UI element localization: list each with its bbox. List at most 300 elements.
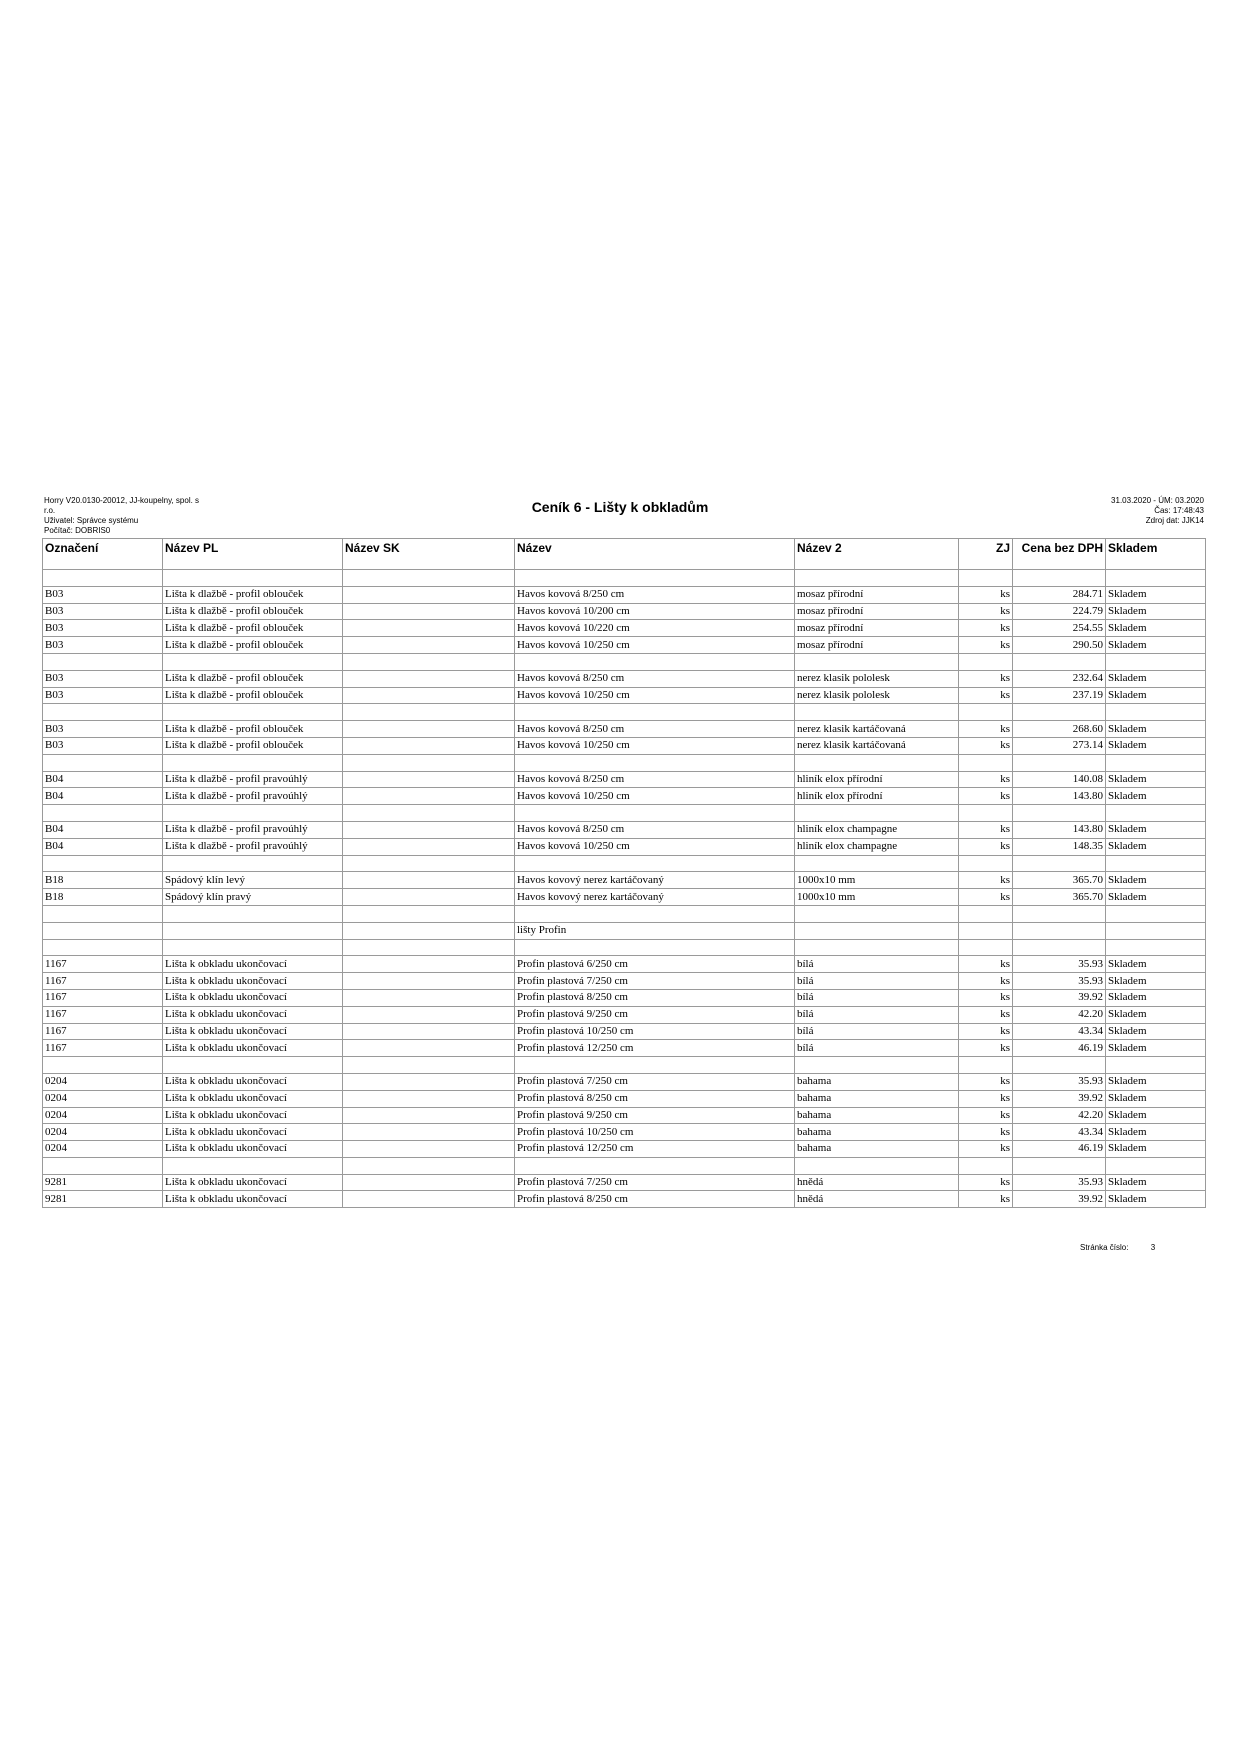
- cell-zj: ks: [959, 872, 1013, 889]
- cell-nazev-2: [795, 653, 959, 670]
- cell-nazev: Profin plastová 6/250 cm: [515, 956, 795, 973]
- cell-nazev-sk: [343, 1191, 515, 1208]
- cell-nazev-2: [795, 570, 959, 587]
- cell-cena: 46.19: [1013, 1040, 1106, 1057]
- table-spacer-row: [43, 1057, 1206, 1074]
- table-header-row: [43, 539, 1206, 570]
- cell-nazev-sk: [343, 1124, 515, 1141]
- cell-nazev-pl: Lišta k obkladu ukončovací: [163, 956, 343, 973]
- cell-nazev-sk: [343, 989, 515, 1006]
- cell-zj: ks: [959, 1174, 1013, 1191]
- cell-zj: ks: [959, 771, 1013, 788]
- cell-nazev-sk: [343, 737, 515, 754]
- cell-nazev: Havos kovová 10/250 cm: [515, 788, 795, 805]
- cell-skladem: Skladem: [1106, 872, 1206, 889]
- cell-nazev-sk: [343, 905, 515, 922]
- cell-nazev: Profin plastová 8/250 cm: [515, 989, 795, 1006]
- cell-cena: [1013, 855, 1106, 872]
- table-spacer-row: [43, 905, 1206, 922]
- cell-oznaceni: B04: [43, 771, 163, 788]
- cell-skladem: [1106, 805, 1206, 822]
- cell-zj: [959, 1157, 1013, 1174]
- cell-nazev: [515, 704, 795, 721]
- cell-cena: [1013, 1157, 1106, 1174]
- cell-nazev-2: hnědá: [795, 1191, 959, 1208]
- cell-skladem: Skladem: [1106, 1023, 1206, 1040]
- cell-zj: ks: [959, 637, 1013, 654]
- cell-nazev-2: [795, 805, 959, 822]
- cell-nazev-sk: [343, 821, 515, 838]
- cell-oznaceni: B03: [43, 586, 163, 603]
- cell-skladem: Skladem: [1106, 687, 1206, 704]
- cell-nazev: Profin plastová 8/250 cm: [515, 1090, 795, 1107]
- cell-nazev-2: bílá: [795, 1006, 959, 1023]
- cell-zj: ks: [959, 973, 1013, 990]
- cell-nazev-sk: [343, 670, 515, 687]
- cell-nazev-2: bahama: [795, 1073, 959, 1090]
- cell-oznaceni: [43, 905, 163, 922]
- cell-oznaceni: 1167: [43, 1023, 163, 1040]
- cell-nazev-sk: [343, 956, 515, 973]
- cell-nazev-2: hliník elox přírodní: [795, 788, 959, 805]
- cell-nazev-pl: [163, 570, 343, 587]
- table-spacer-row: [43, 653, 1206, 670]
- cell-cena: 284.71: [1013, 586, 1106, 603]
- cell-nazev-2: [795, 905, 959, 922]
- cell-nazev-pl: [163, 939, 343, 956]
- cell-cena: 35.93: [1013, 1073, 1106, 1090]
- table-row: [43, 1040, 1206, 1057]
- cell-nazev: Profin plastová 7/250 cm: [515, 1174, 795, 1191]
- cell-nazev: Profin plastová 8/250 cm: [515, 1191, 795, 1208]
- table-row: [43, 1090, 1206, 1107]
- cell-cena: 42.20: [1013, 1006, 1106, 1023]
- cell-oznaceni: 1167: [43, 1006, 163, 1023]
- cell-cena: 39.92: [1013, 989, 1106, 1006]
- cell-nazev-sk: [343, 889, 515, 906]
- cell-oznaceni: [43, 754, 163, 771]
- header-left-line: Uživatel: Správce systému: [44, 516, 139, 525]
- column-header-oznaceni: Označení: [43, 539, 163, 570]
- cell-nazev-2: [795, 1057, 959, 1074]
- cell-nazev: [515, 939, 795, 956]
- cell-nazev-pl: Lišta k obkladu ukončovací: [163, 1006, 343, 1023]
- cell-nazev-2: hnědá: [795, 1174, 959, 1191]
- column-header-cena: Cena bez DPH: [1013, 539, 1106, 570]
- cell-zj: [959, 939, 1013, 956]
- cell-oznaceni: 0204: [43, 1090, 163, 1107]
- cell-nazev-2: bílá: [795, 973, 959, 990]
- cell-nazev-sk: [343, 1023, 515, 1040]
- cell-skladem: Skladem: [1106, 838, 1206, 855]
- cell-nazev: [515, 905, 795, 922]
- cell-nazev: Profin plastová 12/250 cm: [515, 1141, 795, 1158]
- cell-nazev-sk: [343, 1157, 515, 1174]
- cell-nazev-2: nerez klasik pololesk: [795, 687, 959, 704]
- cell-nazev-sk: [343, 570, 515, 587]
- cell-oznaceni: 1167: [43, 1040, 163, 1057]
- cell-oznaceni: B04: [43, 821, 163, 838]
- report-title: Ceník 6 - Lišty k obkladům: [531, 499, 709, 515]
- cell-skladem: [1106, 939, 1206, 956]
- report-header-left: [44, 496, 199, 536]
- cell-zj: [959, 653, 1013, 670]
- cell-cena: 43.34: [1013, 1023, 1106, 1040]
- cell-nazev-pl: Lišta k obkladu ukončovací: [163, 973, 343, 990]
- cell-oznaceni: B03: [43, 687, 163, 704]
- cell-oznaceni: 0204: [43, 1124, 163, 1141]
- cell-nazev-2: [795, 1157, 959, 1174]
- cell-skladem: Skladem: [1106, 586, 1206, 603]
- cell-nazev-sk: [343, 704, 515, 721]
- cell-nazev-sk: [343, 1057, 515, 1074]
- cell-nazev: Havos kovová 10/250 cm: [515, 637, 795, 654]
- header-right-line: Zdroj dat: JJK14: [1145, 516, 1204, 525]
- cell-nazev-sk: [343, 1073, 515, 1090]
- cell-nazev-pl: Spádový klín levý: [163, 872, 343, 889]
- cell-nazev-pl: Lišta k dlažbě - profil oblouček: [163, 603, 343, 620]
- cell-nazev-pl: [163, 905, 343, 922]
- cell-nazev: Profin plastová 9/250 cm: [515, 1107, 795, 1124]
- cell-nazev-sk: [343, 586, 515, 603]
- table-row: [43, 586, 1206, 603]
- cell-nazev: Profin plastová 9/250 cm: [515, 1006, 795, 1023]
- cell-zj: ks: [959, 721, 1013, 738]
- cell-cena: 35.93: [1013, 1174, 1106, 1191]
- cell-cena: [1013, 922, 1106, 939]
- table-row: [43, 838, 1206, 855]
- cell-nazev-sk: [343, 973, 515, 990]
- table-row: [43, 1191, 1206, 1208]
- cell-nazev-pl: Lišta k obkladu ukončovací: [163, 1191, 343, 1208]
- cell-zj: ks: [959, 1040, 1013, 1057]
- cell-nazev-2: bahama: [795, 1090, 959, 1107]
- cell-nazev-sk: [343, 1174, 515, 1191]
- cell-nazev-sk: [343, 922, 515, 939]
- cell-skladem: [1106, 905, 1206, 922]
- cell-cena: [1013, 570, 1106, 587]
- cell-skladem: Skladem: [1106, 620, 1206, 637]
- cell-nazev-pl: [163, 754, 343, 771]
- cell-nazev: [515, 653, 795, 670]
- cell-zj: [959, 922, 1013, 939]
- cell-cena: 42.20: [1013, 1107, 1106, 1124]
- header-left-line: r.o.: [44, 506, 56, 515]
- cell-zj: ks: [959, 821, 1013, 838]
- header-left-line: Počítač: DOBRIS0: [44, 526, 111, 535]
- cell-nazev-2: nerez klasik kartáčovaná: [795, 737, 959, 754]
- cell-oznaceni: [43, 570, 163, 587]
- cell-zj: ks: [959, 737, 1013, 754]
- cell-skladem: Skladem: [1106, 788, 1206, 805]
- cell-nazev: [515, 1057, 795, 1074]
- cell-nazev-2: mosaz přírodní: [795, 637, 959, 654]
- table-row: [43, 721, 1206, 738]
- cell-nazev-2: bahama: [795, 1124, 959, 1141]
- cell-oznaceni: B03: [43, 670, 163, 687]
- header-left-line: Horry V20.0130-20012, JJ-koupelny, spol. s: [44, 496, 200, 505]
- cell-nazev-2: bílá: [795, 1040, 959, 1057]
- cell-nazev-2: mosaz přírodní: [795, 586, 959, 603]
- cell-oznaceni: 1167: [43, 956, 163, 973]
- cell-zj: ks: [959, 989, 1013, 1006]
- cell-oznaceni: [43, 855, 163, 872]
- cell-cena: 39.92: [1013, 1191, 1106, 1208]
- cell-cena: [1013, 653, 1106, 670]
- cell-cena: [1013, 805, 1106, 822]
- column-header-nazev-2: Název 2: [795, 539, 959, 570]
- cell-cena: 232.64: [1013, 670, 1106, 687]
- table-row: [43, 687, 1206, 704]
- cell-nazev: [515, 570, 795, 587]
- table-spacer-row: [43, 939, 1206, 956]
- table-row: [43, 1107, 1206, 1124]
- cell-skladem: Skladem: [1106, 1124, 1206, 1141]
- cell-nazev: Profin plastová 7/250 cm: [515, 1073, 795, 1090]
- cell-nazev-pl: [163, 922, 343, 939]
- cell-nazev: Havos kovová 8/250 cm: [515, 721, 795, 738]
- table-row: [43, 1124, 1206, 1141]
- cell-nazev-2: 1000x10 mm: [795, 872, 959, 889]
- cell-oznaceni: 1167: [43, 973, 163, 990]
- table-spacer-row: [43, 805, 1206, 822]
- cell-zj: ks: [959, 1124, 1013, 1141]
- cell-nazev-pl: Lišta k dlažbě - profil oblouček: [163, 737, 343, 754]
- cell-cena: 35.93: [1013, 973, 1106, 990]
- cell-skladem: Skladem: [1106, 1107, 1206, 1124]
- cell-oznaceni: B04: [43, 788, 163, 805]
- cell-nazev-sk: [343, 805, 515, 822]
- column-header-zj: ZJ: [959, 539, 1013, 570]
- cell-nazev: Havos kovová 10/250 cm: [515, 687, 795, 704]
- table-row: [43, 1174, 1206, 1191]
- table-row: [43, 620, 1206, 637]
- cell-zj: ks: [959, 586, 1013, 603]
- cell-oznaceni: B04: [43, 838, 163, 855]
- table-row: [43, 1006, 1206, 1023]
- cell-skladem: Skladem: [1106, 771, 1206, 788]
- cell-nazev: Havos kovová 10/200 cm: [515, 603, 795, 620]
- cell-nazev: Havos kovový nerez kartáčovaný: [515, 872, 795, 889]
- cell-nazev-sk: [343, 637, 515, 654]
- cell-zj: ks: [959, 620, 1013, 637]
- cell-nazev-sk: [343, 872, 515, 889]
- cell-nazev-2: mosaz přírodní: [795, 603, 959, 620]
- page-number: 3: [1150, 1243, 1156, 1252]
- cell-zj: [959, 855, 1013, 872]
- cell-nazev-sk: [343, 754, 515, 771]
- cell-nazev-2: [795, 855, 959, 872]
- cell-skladem: [1106, 1157, 1206, 1174]
- page-number-label: Stránka číslo:: [1080, 1243, 1129, 1252]
- cell-nazev-sk: [343, 788, 515, 805]
- cell-nazev-sk: [343, 653, 515, 670]
- cell-nazev-2: 1000x10 mm: [795, 889, 959, 906]
- cell-nazev-sk: [343, 721, 515, 738]
- table-body: [43, 570, 1206, 1208]
- cell-zj: ks: [959, 1141, 1013, 1158]
- cell-nazev-2: bahama: [795, 1141, 959, 1158]
- cell-oznaceni: B03: [43, 637, 163, 654]
- table-spacer-row: [43, 754, 1206, 771]
- cell-nazev-pl: Lišta k obkladu ukončovací: [163, 1040, 343, 1057]
- column-header-nazev-sk: Název SK: [343, 539, 515, 570]
- cell-cena: 254.55: [1013, 620, 1106, 637]
- cell-zj: ks: [959, 1191, 1013, 1208]
- cell-nazev-pl: [163, 1057, 343, 1074]
- cell-nazev-pl: Lišta k obkladu ukončovací: [163, 1124, 343, 1141]
- cell-nazev-pl: Lišta k obkladu ukončovací: [163, 989, 343, 1006]
- cell-skladem: Skladem: [1106, 1006, 1206, 1023]
- cell-nazev-2: hliník elox přírodní: [795, 771, 959, 788]
- cell-zj: ks: [959, 1107, 1013, 1124]
- cell-oznaceni: B03: [43, 721, 163, 738]
- cell-cena: 143.80: [1013, 788, 1106, 805]
- cell-cena: 143.80: [1013, 821, 1106, 838]
- cell-skladem: Skladem: [1106, 973, 1206, 990]
- cell-nazev-pl: Lišta k obkladu ukončovací: [163, 1073, 343, 1090]
- cell-zj: ks: [959, 1073, 1013, 1090]
- cell-nazev-2: bahama: [795, 1107, 959, 1124]
- cell-nazev-2: nerez klasik pololesk: [795, 670, 959, 687]
- table-row: [43, 1141, 1206, 1158]
- cell-skladem: Skladem: [1106, 637, 1206, 654]
- cell-skladem: [1106, 704, 1206, 721]
- table-row: [43, 1073, 1206, 1090]
- cell-nazev: [515, 805, 795, 822]
- cell-nazev-2: hliník elox champagne: [795, 838, 959, 855]
- cell-skladem: Skladem: [1106, 889, 1206, 906]
- header-right-line: 31.03.2020 - ÚM: 03.2020: [1111, 496, 1204, 505]
- cell-nazev: Havos kovová 10/250 cm: [515, 737, 795, 754]
- cell-nazev: lišty Profin: [515, 922, 795, 939]
- cell-skladem: [1106, 653, 1206, 670]
- table-row: [43, 737, 1206, 754]
- cell-skladem: Skladem: [1106, 1191, 1206, 1208]
- table-row: [43, 872, 1206, 889]
- cell-nazev-sk: [343, 771, 515, 788]
- cell-nazev-sk: [343, 1107, 515, 1124]
- cell-skladem: Skladem: [1106, 1141, 1206, 1158]
- cell-cena: 140.08: [1013, 771, 1106, 788]
- cell-zj: ks: [959, 687, 1013, 704]
- table-row: [43, 989, 1206, 1006]
- cell-oznaceni: [43, 922, 163, 939]
- cell-skladem: Skladem: [1106, 1090, 1206, 1107]
- cell-cena: 237.19: [1013, 687, 1106, 704]
- cell-zj: [959, 754, 1013, 771]
- cell-cena: 365.70: [1013, 872, 1106, 889]
- cell-nazev-pl: Lišta k obkladu ukončovací: [163, 1107, 343, 1124]
- table-spacer-row: [43, 704, 1206, 721]
- cell-nazev-sk: [343, 1006, 515, 1023]
- cell-nazev-sk: [343, 855, 515, 872]
- cell-nazev-pl: Lišta k obkladu ukončovací: [163, 1023, 343, 1040]
- cell-cena: [1013, 905, 1106, 922]
- cell-oznaceni: [43, 1157, 163, 1174]
- cell-zj: [959, 1057, 1013, 1074]
- cell-zj: ks: [959, 1006, 1013, 1023]
- cell-nazev: Havos kovová 8/250 cm: [515, 670, 795, 687]
- cell-skladem: Skladem: [1106, 821, 1206, 838]
- cell-nazev-pl: Lišta k obkladu ukončovací: [163, 1141, 343, 1158]
- cell-skladem: [1106, 754, 1206, 771]
- cell-skladem: [1106, 922, 1206, 939]
- cell-nazev-sk: [343, 1141, 515, 1158]
- cell-oznaceni: B03: [43, 603, 163, 620]
- column-header-nazev-pl: Název PL: [163, 539, 343, 570]
- column-header-nazev: Název: [515, 539, 795, 570]
- cell-skladem: Skladem: [1106, 603, 1206, 620]
- table-row: [43, 637, 1206, 654]
- cell-nazev-pl: Lišta k dlažbě - profil oblouček: [163, 637, 343, 654]
- cell-nazev-pl: Lišta k dlažbě - profil pravoúhlý: [163, 838, 343, 855]
- cell-skladem: Skladem: [1106, 1174, 1206, 1191]
- cell-cena: 365.70: [1013, 889, 1106, 906]
- cell-zj: ks: [959, 838, 1013, 855]
- cell-cena: 43.34: [1013, 1124, 1106, 1141]
- cell-nazev-pl: [163, 1157, 343, 1174]
- cell-cena: 268.60: [1013, 721, 1106, 738]
- cell-cena: 35.93: [1013, 956, 1106, 973]
- table-spacer-row: [43, 855, 1206, 872]
- cell-cena: [1013, 754, 1106, 771]
- cell-skladem: Skladem: [1106, 1073, 1206, 1090]
- cell-oznaceni: [43, 1057, 163, 1074]
- table-spacer-row: [43, 1157, 1206, 1174]
- cell-nazev: [515, 855, 795, 872]
- page-footer: [1080, 1243, 1155, 1252]
- table-row: [43, 771, 1206, 788]
- cell-oznaceni: [43, 653, 163, 670]
- cell-nazev: Profin plastová 7/250 cm: [515, 973, 795, 990]
- table-row: [43, 956, 1206, 973]
- table-row: [43, 973, 1206, 990]
- cell-skladem: Skladem: [1106, 989, 1206, 1006]
- cell-oznaceni: 0204: [43, 1107, 163, 1124]
- cell-nazev-2: bílá: [795, 956, 959, 973]
- table-spacer-row: [43, 570, 1206, 587]
- cell-zj: ks: [959, 956, 1013, 973]
- cell-cena: [1013, 939, 1106, 956]
- cell-nazev: Profin plastová 10/250 cm: [515, 1023, 795, 1040]
- cell-nazev-2: [795, 939, 959, 956]
- cell-nazev-2: [795, 754, 959, 771]
- cell-nazev-pl: Lišta k dlažbě - profil oblouček: [163, 721, 343, 738]
- cell-nazev-2: mosaz přírodní: [795, 620, 959, 637]
- cell-nazev-pl: Lišta k dlažbě - profil pravoúhlý: [163, 821, 343, 838]
- cell-nazev: Havos kovová 8/250 cm: [515, 771, 795, 788]
- cell-zj: ks: [959, 603, 1013, 620]
- cell-cena: 290.50: [1013, 637, 1106, 654]
- cell-oznaceni: 9281: [43, 1174, 163, 1191]
- cell-oznaceni: B03: [43, 620, 163, 637]
- cell-nazev-pl: Spádový klín pravý: [163, 889, 343, 906]
- cell-skladem: Skladem: [1106, 1040, 1206, 1057]
- cell-skladem: Skladem: [1106, 737, 1206, 754]
- cell-nazev-pl: [163, 805, 343, 822]
- cell-oznaceni: B18: [43, 872, 163, 889]
- cell-cena: 148.35: [1013, 838, 1106, 855]
- cell-nazev-2: nerez klasik kartáčovaná: [795, 721, 959, 738]
- cell-nazev: Profin plastová 10/250 cm: [515, 1124, 795, 1141]
- cell-skladem: Skladem: [1106, 721, 1206, 738]
- cell-skladem: Skladem: [1106, 956, 1206, 973]
- cell-nazev-sk: [343, 603, 515, 620]
- table-row: [43, 821, 1206, 838]
- cell-nazev-pl: Lišta k dlažbě - profil oblouček: [163, 687, 343, 704]
- cell-nazev: Havos kovová 10/250 cm: [515, 838, 795, 855]
